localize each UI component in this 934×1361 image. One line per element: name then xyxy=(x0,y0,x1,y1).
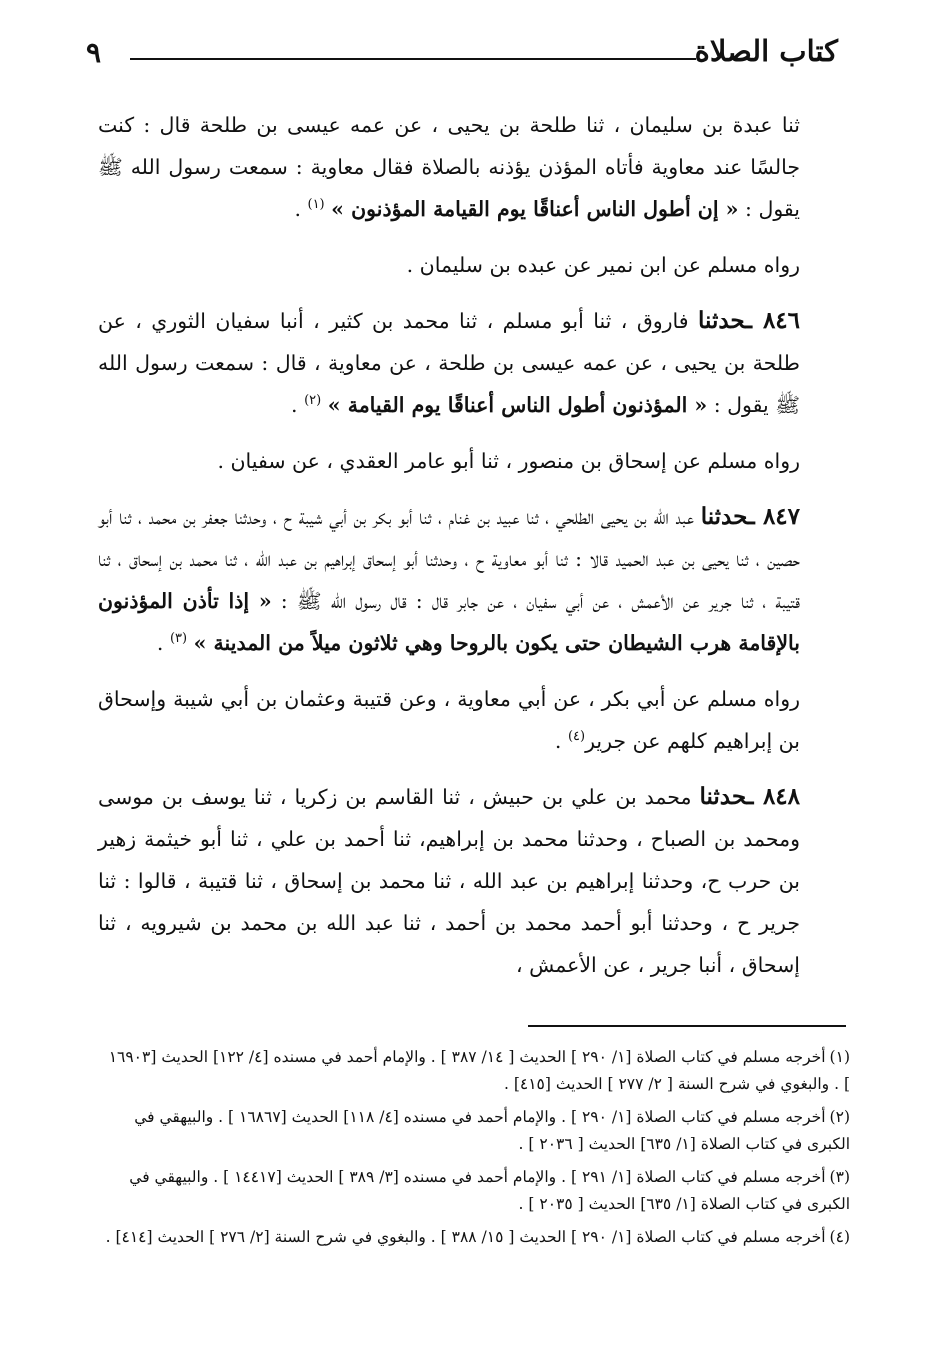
hadith-number-848: ٨٤٨ ـ xyxy=(746,783,800,810)
footnote-separator xyxy=(528,1025,846,1027)
haddathana-846: حدثنا xyxy=(698,307,746,334)
footnote-2 xyxy=(98,1104,850,1158)
paragraph-6-end: . xyxy=(554,729,568,753)
paragraph-4-text: رواه مسلم عن إسحاق بن منصور ، ثنا أبو عامر العقدي ، عن سفيان . xyxy=(217,449,800,473)
footnote-marker: (٣) xyxy=(829,1168,850,1186)
footnote-text: أخرجه مسلم في كتاب الصلاة [١/ ٢٩٠ ] الحديث [ ١٤/ ٣٨٧ ] . والإمام أحمد في مسنده [٤/ ١٢٢] الحديث [١٦٩٠٣ ] . والبغوي في شرح السنة [ ٢/ ٢٧٧ ] الحديث [٤١٥] . xyxy=(108,1048,850,1093)
paragraph-1-end: . xyxy=(294,197,308,221)
hadith-846 xyxy=(98,300,836,426)
haddathana-847: حدثنا xyxy=(700,503,748,530)
haddathana-848: حدثنا xyxy=(699,783,747,810)
chapter-title: كتاب الصلاة xyxy=(694,34,838,68)
page-number: ٩ xyxy=(86,36,102,69)
hadith-847 xyxy=(98,496,836,664)
paragraph-6-text: رواه مسلم عن أبي بكر ، عن أبي معاوية ، وعن قتيبة وعثمان بن أبي شيبة وإسحاق بن إبراهيم كلهم عن جرير xyxy=(98,687,800,753)
paragraph-2-text: رواه مسلم عن ابن نمير عن عبده بن سليمان . xyxy=(406,253,800,277)
footnote-1 xyxy=(98,1044,850,1098)
footnote-marker: (٤) xyxy=(829,1228,850,1246)
paragraph-4 xyxy=(98,440,836,482)
hadith-846-end: . xyxy=(291,393,305,417)
hadith-847-text: عبد الله بن يحيى الطلحي ، ثنا عبيد بن غنام ، ثنا أبو بكر بن أبي شيبة ح ، وحدثنا جعفر بن محمد ، ثنا أبو حصين ، ثنا يحيى بن عبد الحميد قالا : ثنا أبو معاوية ح ، وحدثنا أبو إسحاق إبراهيم بن عبد الله ، ثنا محمد بن إسحاق ، ثنا قتيبة ، ثنا جرير عن الأعمش ، عن أبي سفيان ، عن جابر قال : قال رسول الله ﷺ : xyxy=(98,505,800,613)
hadith-quote-1: « إن أطول الناس أعناقًا يوم القيامة المؤذنون » xyxy=(331,197,739,221)
paragraph-1-text: ثنا عبدة بن سليمان ، ثنا طلحة بن يحيى ، عن عمه عيسى بن طلحة قال : كنت جالسًا عند معاوية فأتاه المؤذن يؤذنه بالصلاة فقال معاوية : سمعت رسول الله ﷺ يقول : xyxy=(98,113,800,221)
footnote-marker: (٢) xyxy=(829,1108,850,1126)
footnote-ref-2: (٢) xyxy=(304,393,322,409)
body-text xyxy=(98,104,836,986)
hadith-846-text: فاروق ، ثنا أبو مسلم ، ثنا محمد بن كثير ، أنبا سفيان الثوري ، عن طلحة بن يحيى ، عن عمه عيسى بن طلحة ، عن معاوية ، قال : سمعت رسول الله ﷺ يقول : xyxy=(98,309,800,417)
hadith-848-text: محمد بن علي بن حبيش ، ثنا القاسم بن زكريا ، ثنا يوسف بن موسى ومحمد بن الصباح ، وحدثنا محمد بن إبراهيم، ثنا أحمد بن علي ، ثنا أبو خيثمة زهير بن حرب ح، وحدثنا إبراهيم بن عبد الله ، ثنا محمد بن إسحاق ، ثنا قتيبة ، قالوا : ثنا جرير ح ، وحدثنا أبو أحمد محمد بن أحمد ، ثنا عبد الله بن محمد بن شيرويه ، ثنا إسحاق ، أنبا جرير ، عن الأعمش ، xyxy=(98,785,800,977)
header-rule xyxy=(130,58,696,60)
footnote-text: أخرجه مسلم في كتاب الصلاة [١/ ٢٩٠ ] . والإمام أحمد في مسنده [٤/ ١١٨] الحديث [١٦٨٦٧ ] . والبيهقي في الكبرى في كتاب الصلاة [١/ ٦٣٥] الحديث [ ٢٠٣٦ ] . xyxy=(134,1108,850,1153)
footnote-ref-3: (٣) xyxy=(169,631,188,647)
footnotes xyxy=(98,1044,850,1257)
hadith-number-847: ٨٤٧ ـ xyxy=(747,503,800,530)
hadith-848 xyxy=(98,776,836,986)
hadith-number-846: ٨٤٦ ـ xyxy=(745,307,801,334)
footnote-marker: (١) xyxy=(829,1048,850,1066)
footnote-4 xyxy=(98,1224,850,1251)
footnote-3 xyxy=(98,1164,850,1218)
footnote-text: أخرجه مسلم في كتاب الصلاة [١/ ٢٩٠ ] الحديث [ ١٥/ ٣٨٨ ] . والبغوي في شرح السنة [٢/ ٢٧٦ ] الحديث [٤١٤] . xyxy=(105,1228,826,1246)
footnote-text: أخرجه مسلم في كتاب الصلاة [١/ ٢٩١ ] . والإمام أحمد في مسنده [٣/ ٣٨٩ ] الحديث [١٤٤١٧ ] . والبيهقي في الكبرى في كتاب الصلاة [١/ ٦٣٥] الحديث [ ٢٠٣٥ ] . xyxy=(129,1168,850,1213)
paragraph-6 xyxy=(98,678,836,762)
footnote-ref-1: (١) xyxy=(307,197,325,213)
hadith-quote-3: « إذا تأذن المؤذنون بالإقامة هرب الشيطان حتى يكون بالروحا وهي ثلاثون ميلاً من المدينة » xyxy=(98,589,800,655)
paragraph-2 xyxy=(98,244,836,286)
hadith-847-end: . xyxy=(156,631,170,655)
hadith-quote-2: « المؤذنون أطول الناس أعناقًا يوم القيامة » xyxy=(327,393,708,417)
page-header xyxy=(86,28,838,78)
paragraph-1 xyxy=(98,104,836,230)
footnote-ref-4: (٤) xyxy=(567,729,586,745)
